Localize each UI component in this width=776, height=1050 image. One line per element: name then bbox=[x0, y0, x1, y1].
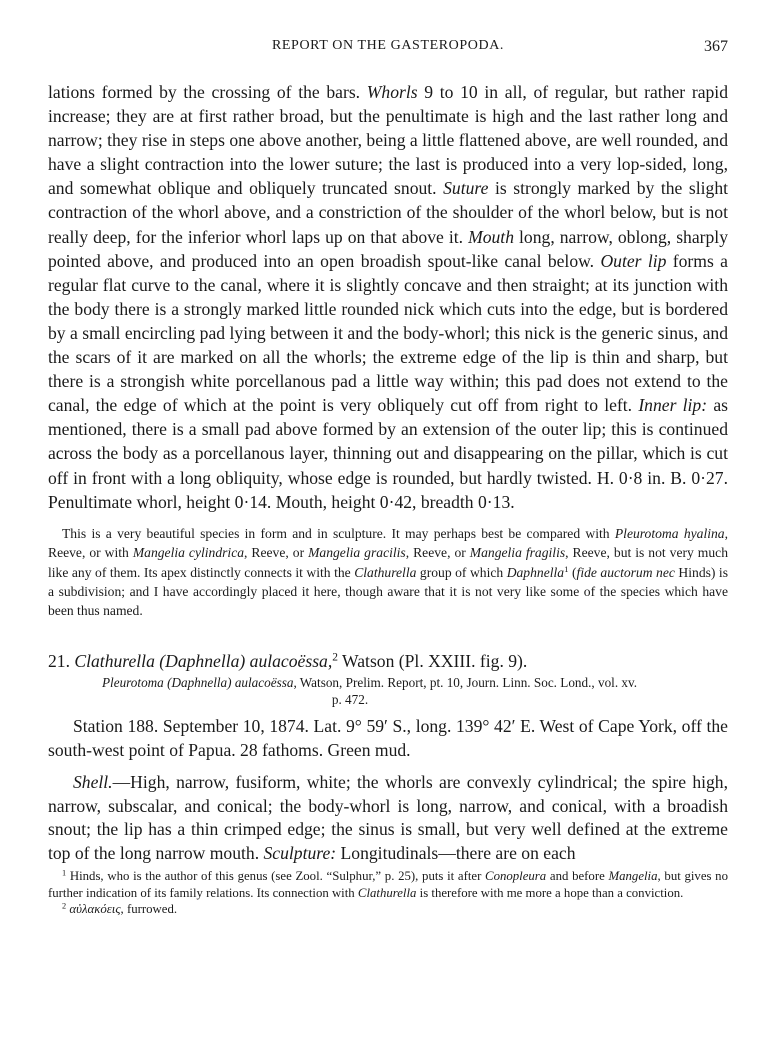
shell-text: Longitudinals—there are on each bbox=[336, 842, 576, 863]
greek-word: αὐλακόεις bbox=[66, 902, 121, 917]
species-number: 21. bbox=[48, 650, 75, 671]
shell-paragraph bbox=[48, 771, 728, 865]
taxon-name: Clathurella bbox=[354, 564, 417, 580]
description-text: lations formed by the crossing of the bars. bbox=[48, 82, 367, 102]
whorls-label: Whorls bbox=[366, 82, 418, 102]
taxon-name: Mangelia fragilis bbox=[469, 545, 566, 561]
station-paragraph: Station 188. September 10, 1874. Lat. 9° 59′ S., long. 139° 42′ E. West of Cape York, off the south-west point of Papua. 28 fathoms. Green mud. bbox=[48, 715, 728, 760]
taxon-name: Mangelia cylindrica bbox=[132, 545, 245, 561]
page-header bbox=[48, 38, 728, 64]
footnote-2 bbox=[48, 901, 728, 918]
taxon-name: Mangelia bbox=[608, 869, 658, 884]
suture-label: Suture bbox=[443, 178, 489, 199]
description-text: as mentioned, there is a small pad above formed by an extension of the outer lip; this is continued across the body as a porcellanous layer, thinning out and disappearing on the pillar, which is cut off in front with a long obliquity, whose edge is rounded, but hardly twisted. H. 0·8 in. B. 0·27. Penultimate whorl, height 0·14. Mouth, height 0·42, breadth 0·13. bbox=[48, 395, 728, 512]
footnote-ref-2[interactable]: 2 bbox=[332, 651, 338, 664]
description-text: 9 to 10 in all, of regular, but rather rapid increase; they are at first rather broad, but the penultimate is high and the last rather long and narrow; they rise in steps one above another, being a little flattened above, are well rounded, and have a slight contraction into the lower suture; the last is produced into a very lop-sided, long, and somewhat oblique and obliquely truncated snout. bbox=[48, 82, 728, 199]
remark-paragraph bbox=[48, 524, 728, 621]
footnotes bbox=[48, 868, 728, 918]
synonym-citation-page: p. 472. bbox=[331, 692, 369, 708]
footnote-text: , furrowed. bbox=[120, 902, 178, 917]
outer-lip-label: Outer lip bbox=[600, 250, 667, 271]
description-text: long, narrow, oblong, sharply pointed above, and produced into an open broadish spout-like canal below. bbox=[48, 226, 728, 271]
species-name: Clathurella (Daphnella) aulacoëssa, bbox=[74, 650, 333, 671]
taxon-name: Clathurella bbox=[357, 885, 417, 900]
footnote-text: Hinds, who is the author of this genus (see Zool. “Sulphur,” p. 25), puts it after bbox=[66, 869, 486, 884]
page bbox=[48, 38, 728, 918]
taxon-name: Pleurotoma hyalina bbox=[614, 525, 725, 541]
inner-lip-label: Inner lip: bbox=[638, 395, 708, 416]
mouth-label: Mouth bbox=[468, 226, 514, 247]
remark-text: , Reeve, or with bbox=[48, 525, 728, 561]
footnote-1 bbox=[48, 868, 728, 901]
remark-text: , Reeve, or bbox=[405, 545, 470, 561]
taxon-name: Conopleura bbox=[485, 869, 547, 884]
remark-italic: fide auctorum nec bbox=[576, 564, 675, 580]
remark-text: ( bbox=[568, 564, 577, 580]
footnote-mark: 1 bbox=[62, 868, 67, 878]
species-description bbox=[48, 80, 728, 514]
footnote-text: and before bbox=[546, 869, 609, 884]
sculpture-label: Sculpture: bbox=[263, 842, 337, 863]
running-head: REPORT ON THE GASTEROPODA. bbox=[271, 38, 505, 53]
synonymy bbox=[48, 674, 728, 709]
taxon-name: Mangelia gracilis bbox=[308, 545, 406, 561]
page-number: 367 bbox=[704, 38, 728, 55]
footnote-mark: 2 bbox=[62, 901, 67, 911]
synonym-name: Pleurotoma (Daphnella) aulacoëssa bbox=[102, 674, 294, 690]
shell-label: Shell. bbox=[73, 771, 113, 792]
description-text: is strongly marked by the slight contraction of the whorl above, and a constriction of the shoulder of the whorl below, but is not really deep, for the inferior whorl laps up on that above it. bbox=[48, 178, 729, 247]
taxon-name: Daphnella bbox=[506, 564, 565, 580]
species-heading bbox=[48, 649, 728, 673]
remark-text: , Reeve, but is not very much like any of them. Its apex distinctly connects it with the bbox=[48, 545, 729, 580]
remark-text: , Reeve, or bbox=[244, 545, 309, 561]
footnote-text: , but gives no further indication of its family relations. Its connection with bbox=[48, 869, 728, 900]
shell-text: —High, narrow, fusiform, white; the whorls are convexly cylindrical; the spire high, narrow, subscalar, and conical; the body-whorl is long, narrow, and conical, with a broadish snout; the lip has a thin crimped edge; the sinus is small, but very well defined at the extreme top of the long narrow mouth. bbox=[48, 771, 728, 863]
description-text: forms a regular flat curve to the canal, where it is slightly concave and then straight; at its junction with the body there is a strongly marked little rounded nick which cuts into the edge, but is bordered by a small encircling pad lying between it and the body-whorl; this nick is the generic sinus, and the scars of it are marked on all the whorls; the extreme edge of the lip is thin and sharp, but there is a strongish white porcellanous pad a little way within; this pad does not extend to the canal, the edge of which at the point is very obliquely cut off from right to left. bbox=[48, 250, 728, 416]
footnote-ref-1[interactable]: 1 bbox=[564, 563, 569, 574]
remark-text: This is a very beautiful species in form and in sculpture. It may perhaps best be compared with bbox=[62, 525, 615, 541]
footnote-text: is therefore with me more a hope than a conviction. bbox=[416, 885, 684, 900]
species-author-plate: Watson (Pl. XXIII. fig. 9). bbox=[337, 650, 528, 671]
synonym-citation: , Watson, Prelim. Report, pt. 10, Journ. Linn. Soc. Lond., vol. xv. bbox=[293, 674, 638, 690]
remark-text: Hinds) is a subdivision; and I have accordingly placed it here, though aware that it is not very like some of the species which have been thus named. bbox=[48, 564, 729, 619]
remark-text: group of which bbox=[416, 564, 507, 580]
